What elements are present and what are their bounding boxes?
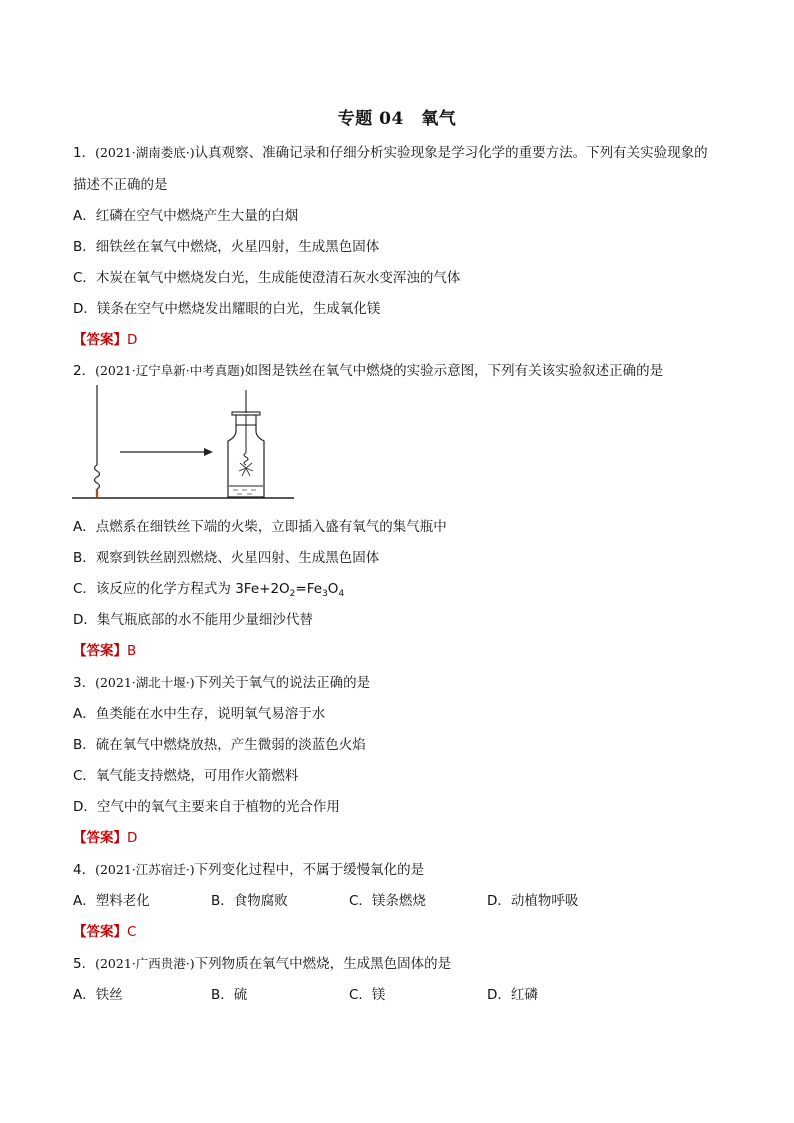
question-5-options — [73, 985, 538, 1005]
question-1-option-a: A．红磷在空气中燃烧产生大量的白烟 — [73, 208, 299, 224]
subscript: 4 — [338, 589, 345, 599]
question-source: (2021·湖北十堰·) — [95, 675, 195, 690]
option-text: C．该反应的化学方程式为 3Fe+2O — [73, 581, 290, 597]
question-number: 4． — [73, 862, 96, 878]
question-2-stem — [73, 361, 663, 381]
question-3-option-c: C．氧气能支持燃烧，可用作火箭燃料 — [73, 768, 299, 784]
iron-wire-combustion-diagram — [70, 385, 300, 505]
question-text: 下列变化过程中，不属于缓慢氧化的是 — [194, 862, 425, 878]
subscript: 3 — [322, 589, 328, 599]
question-2-answer — [73, 641, 136, 661]
question-number: 3． — [73, 675, 96, 691]
option-d: D．动植物呼吸 — [487, 893, 579, 909]
answer-label: 【答案】 — [73, 643, 127, 659]
question-1-answer — [73, 330, 137, 350]
question-number: 2． — [73, 363, 96, 379]
answer-label: 【答案】 — [73, 924, 127, 940]
option-d: D．红磷 — [487, 987, 538, 1003]
question-text: 认真观察、准确记录和仔细分析实验现象是学习化学的重要方法。下列有关实验现象的 — [194, 145, 708, 161]
answer-value: B — [127, 643, 137, 659]
option-c: C．镁条燃烧 — [349, 893, 426, 909]
question-2-option-a: A．点燃系在细铁丝下端的火柴，立即插入盛有氧气的集气瓶中 — [73, 519, 447, 535]
question-1-stem — [73, 143, 708, 163]
question-3-stem — [73, 673, 370, 693]
answer-value: D — [127, 830, 138, 846]
question-source: (2021·辽宁阜新·中考真题) — [95, 363, 245, 378]
subscript: 2 — [289, 589, 296, 599]
question-4-stem — [73, 860, 424, 880]
option-b: B．硫 — [211, 987, 248, 1003]
equation-part: O — [327, 581, 339, 597]
question-2-option-d: D．集气瓶底部的水不能用少量细沙代替 — [73, 612, 313, 628]
answer-value: D — [127, 332, 138, 348]
question-1-option-d: D．镁条在空气中燃烧发出耀眼的白光，生成氧化镁 — [73, 301, 381, 317]
page-title: 专题 04 氧气 — [337, 109, 457, 129]
option-b: B．食物腐败 — [211, 893, 288, 909]
question-3-option-a: A．鱼类能在水中生存，说明氧气易溶于水 — [73, 706, 326, 722]
question-text: 下列物质在氧气中燃烧，生成黑色固体的是 — [194, 956, 452, 972]
question-2-option-b: B．观察到铁丝剧烈燃烧、火星四射、生成黑色固体 — [73, 550, 380, 566]
question-source: (2021·广西贵港·) — [95, 956, 195, 971]
equation-part: =Fe — [295, 581, 323, 597]
question-3-option-d: D．空气中的氧气主要来自于植物的光合作用 — [73, 799, 340, 815]
question-number: 5． — [73, 956, 96, 972]
option-c: C．镁 — [349, 987, 386, 1003]
option-a: A．塑料老化 — [73, 893, 150, 909]
question-text: 下列关于氧气的说法正确的是 — [194, 675, 371, 691]
option-a: A．铁丝 — [73, 987, 123, 1003]
question-5-stem — [73, 954, 451, 974]
question-4-options — [73, 891, 578, 911]
answer-label: 【答案】 — [73, 332, 127, 348]
question-source: (2021·湖南娄底·) — [95, 145, 195, 160]
question-3-option-b: B．硫在氧气中燃烧放热，产生微弱的淡蓝色火焰 — [73, 737, 366, 753]
question-3-answer — [73, 828, 137, 848]
question-2-option-c — [73, 579, 344, 599]
question-1-option-c: C．木炭在氧气中燃烧发白光，生成能使澄清石灰水变浑浊的气体 — [73, 270, 461, 286]
answer-label: 【答案】 — [73, 830, 127, 846]
question-4-answer — [73, 922, 136, 942]
question-number: 1． — [73, 145, 96, 161]
answer-value: C — [127, 924, 137, 940]
question-source: (2021·江苏宿迁·) — [95, 862, 195, 877]
question-text: 如图是铁丝在氧气中燃烧的实验示意图，下列有关该实验叙述正确的是 — [244, 363, 664, 379]
question-1-stem-cont: 描述不正确的是 — [73, 177, 168, 193]
question-1-option-b: B．细铁丝在氧气中燃烧，火星四射，生成黑色固体 — [73, 239, 380, 255]
